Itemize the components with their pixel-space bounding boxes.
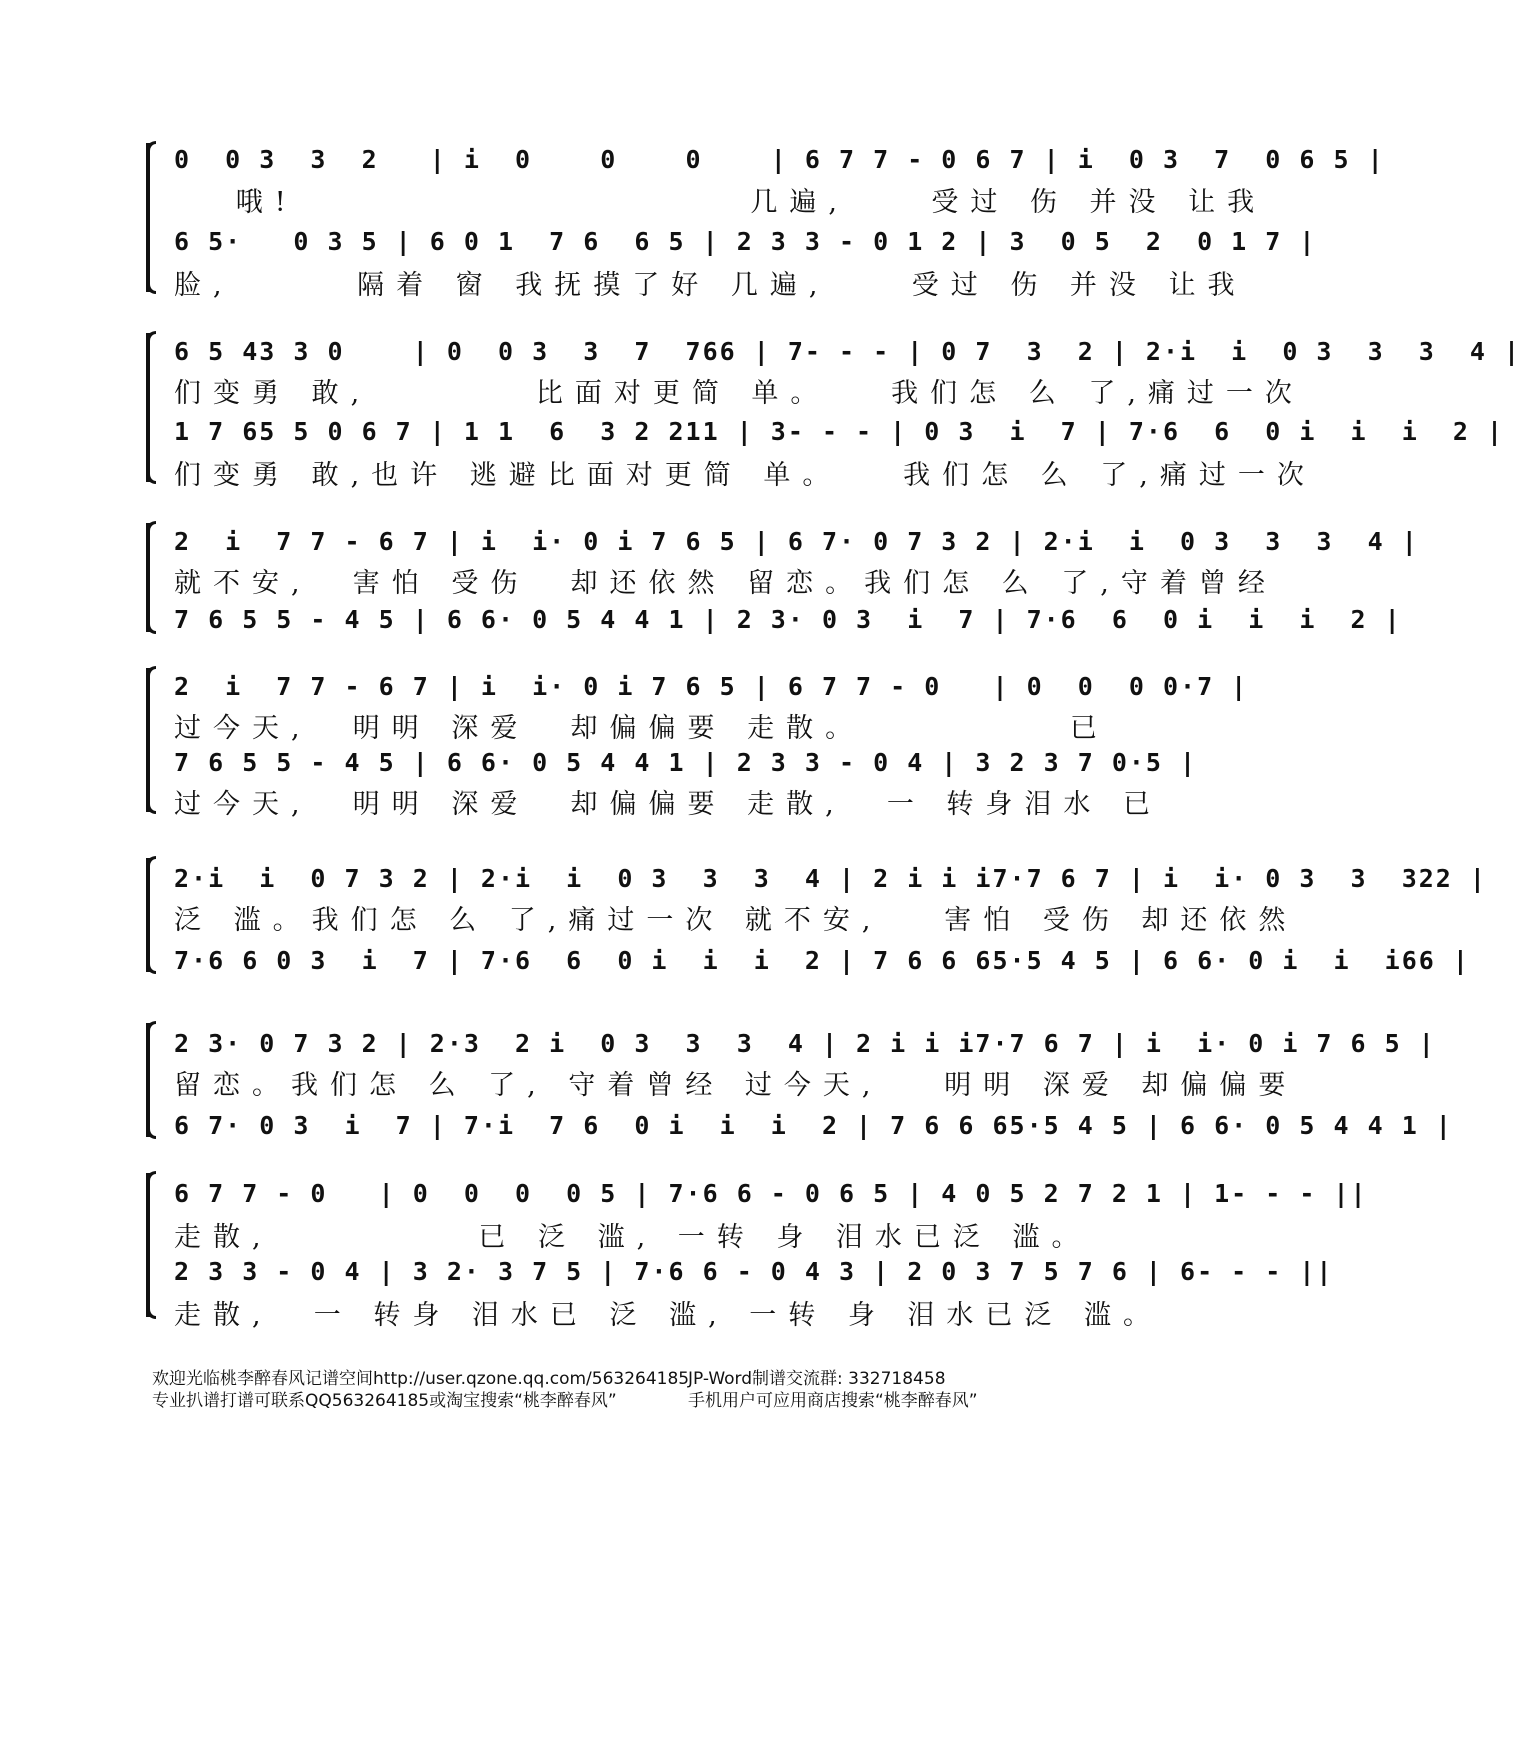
upper-notes: 2 i 7 7 - 6 7 | i i· 0 i 7 6 5 | 6 7 7 - 0 | 0 0 0 0·7 | (174, 672, 1249, 701)
lower-notes: 2 3 3 - 0 4 | 3 2· 3 7 5 | 7·6 6 - 0 4 3 | 2 0 3 7 5 7 6 | 6- - - || (174, 1257, 1334, 1286)
lower-notes: 7 6 5 5 - 4 5 | 6 6· 0 5 4 4 1 | 2 3· 0 3 i 7 | 7·6 6 0 i i i 2 | (174, 605, 1402, 634)
bracket-bottom (146, 251, 156, 294)
lower-lyrics: 过今天, 明明 深爱 却偏偏要 走散, 一 转身泪水 已 (174, 789, 1162, 820)
bracket-bottom (146, 1096, 156, 1139)
lower-notes: 6 7· 0 3 i 7 | 7·i 7 6 0 i i i 2 | 7 6 6 65·5 4 5 | 6 6· 0 5 4 4 1 | (174, 1111, 1453, 1140)
upper-lyrics: 留恋。我们怎 么 了, 守着曾经 过今天, 明明 深爱 却偏偏要 (174, 1070, 1298, 1101)
footer-line-2-right: 手机用户可应用商店搜索“桃李醉春风” (688, 1391, 978, 1411)
lower-lyrics: 走散, 一 转身 泪水已 泛 滥, 一转 身 泪水已泛 滥。 (174, 1300, 1162, 1331)
lower-notes: 1 7 65 5 0 6 7 | 1 1 6 3 2 211 | 3- - - | 0 3 i 7 | 7·6 6 0 i i i 2 | (174, 417, 1504, 446)
footer-line-1-left: 欢迎光临桃李醉春风记谱空间http://user.qzone.qq.com/563264185 (152, 1369, 690, 1389)
upper-lyrics: 走散, 已 泛 滥, 一转 身 泪水已泛 滥。 (174, 1222, 1091, 1253)
score-system-7 (146, 1165, 1368, 1331)
bracket-bottom (146, 1276, 156, 1319)
lower-notes: 7 6 5 5 - 4 5 | 6 6· 0 5 4 4 1 | 2 3 3 - 0 4 | 3 2 3 7 0·5 | (174, 748, 1198, 777)
score-system-5 (146, 850, 1487, 980)
upper-notes: 2 i 7 7 - 6 7 | i i· 0 i 7 6 5 | 6 7· 0 7 3 2 | 2·i i 0 3 3 3 4 | (174, 527, 1419, 556)
bracket-bottom (146, 771, 156, 814)
score-system-4 (146, 660, 1249, 820)
score-system-3 (146, 515, 1419, 640)
upper-notes: 2·i i 0 7 3 2 | 2·i i 0 3 3 3 4 | 2 i i i7·7 6 7 | i i· 0 3 3 322 | (174, 864, 1487, 893)
bracket-bottom (146, 591, 156, 634)
footer-line-1-right: JP-Word制谱交流群: 332718458 (688, 1369, 946, 1389)
lower-notes: 7·6 6 0 3 i 7 | 7·6 6 0 i i i 2 | 7 6 6 65·5 4 5 | 6 6· 0 i i i66 | (174, 946, 1470, 975)
bracket-bottom (146, 441, 156, 484)
score-system-6 (146, 1015, 1453, 1145)
bracket-bottom (146, 931, 156, 974)
upper-lyrics: 就不安, 害怕 受伤 却还依然 留恋。我们怎 么 了,守着曾经 (174, 568, 1277, 599)
lower-lyrics: 脸, 隔着 窗 我抚摸了好 几遍, 受过 伤 并没 让我 (174, 270, 1247, 301)
upper-lyrics: 泛 滥。我们怎 么 了,痛过一次 就不安, 害怕 受伤 却还依然 (174, 905, 1298, 936)
footer-line-2-left: 专业扒谱打谱可联系QQ563264185或淘宝搜索“桃李醉春风” (152, 1391, 617, 1411)
upper-lyrics: 过今天, 明明 深爱 却偏偏要 走散。 已 (174, 713, 1109, 744)
upper-notes: 6 5 43 3 0 | 0 0 3 3 7 766 | 7- - - | 0 7 3 2 | 2·i i 0 3 3 3 4 | (174, 337, 1521, 366)
upper-notes: 6 7 7 - 0 | 0 0 0 0 5 | 7·6 6 - 0 6 5 | 4 0 5 2 7 2 1 | 1- - - || (174, 1179, 1368, 1208)
score-system-2 (146, 325, 1521, 491)
upper-lyrics: 哦! 几遍, 受过 伤 并没 让我 (174, 187, 1267, 218)
upper-notes: 2 3· 0 7 3 2 | 2·3 2 i 0 3 3 3 4 | 2 i i i7·7 6 7 | i i· 0 i 7 6 5 | (174, 1029, 1436, 1058)
score-system-1 (146, 135, 1385, 301)
upper-lyrics: 们变勇 敢, 比面对更简 单。 我们怎 么 了,痛过一次 (174, 378, 1304, 409)
lower-lyrics: 们变勇 敢,也许 逃避比面对更简 单。 我们怎 么 了,痛过一次 (174, 460, 1316, 491)
lower-notes: 6 5· 0 3 5 | 6 0 1 7 6 6 5 | 2 3 3 - 0 1 2 | 3 0 5 2 0 1 7 | (174, 227, 1317, 256)
upper-notes: 0 0 3 3 2 | i 0 0 0 | 6 7 7 - 0 6 7 | i 0 3 7 0 6 5 | (174, 145, 1385, 174)
